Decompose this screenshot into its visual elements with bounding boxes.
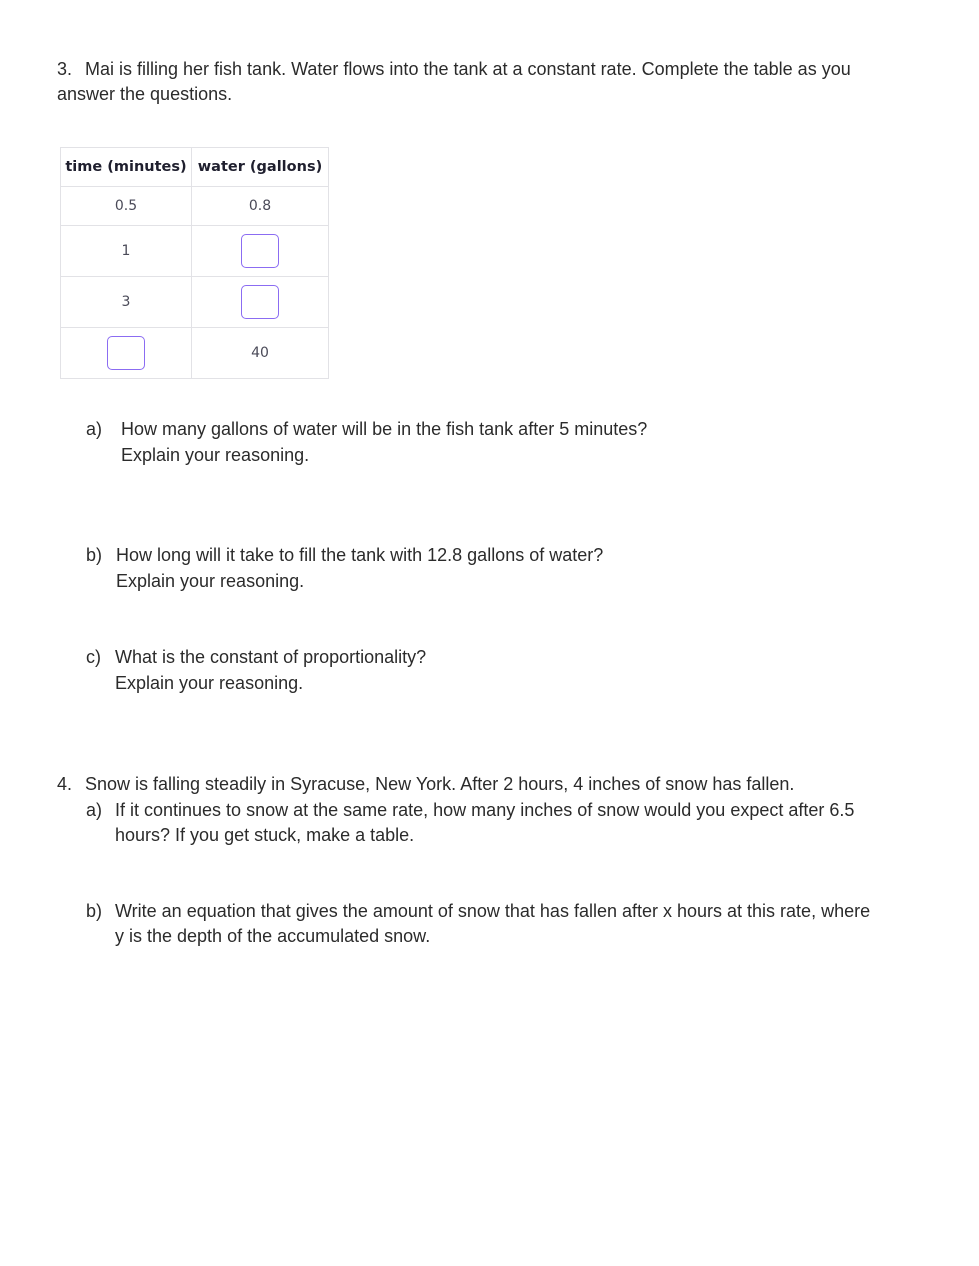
table-cell-time: 1 [61, 226, 192, 277]
answer-input-box[interactable] [107, 336, 145, 370]
question-4b-text: Write an equation that gives the amount of snow that has fallen after x hours at this rate, where [115, 901, 871, 921]
table-row [61, 328, 329, 379]
question-4b-label: b) [86, 901, 103, 921]
table-header-row [61, 148, 329, 187]
table-row [61, 226, 329, 277]
question-4-text: Snow is falling steadily in Syracuse, New York. After 2 hours, 4 inches of snow has fallen. [85, 774, 795, 794]
question-3b-label: b) [86, 545, 103, 565]
question-4a-label: a) [86, 800, 103, 820]
table-header-water: water (gallons) [192, 148, 329, 187]
question-3c-line1 [86, 645, 426, 670]
question-3b-line1 [86, 543, 603, 568]
question-3-line1 [57, 57, 851, 82]
question-3c-label: c) [86, 647, 101, 667]
question-4-line1 [57, 772, 794, 797]
table-cell-time [61, 328, 192, 379]
question-3c-text: What is the constant of proportionality? [115, 647, 427, 667]
table-cell-water: 40 [192, 328, 329, 379]
table-header-time: time (minutes) [61, 148, 192, 187]
table-cell-water [192, 226, 329, 277]
question-3-number: 3. [57, 59, 73, 79]
question-3b-text: How long will it take to fill the tank with 12.8 gallons of water? [116, 545, 604, 565]
answer-input-box[interactable] [241, 285, 279, 319]
table-row [61, 277, 329, 328]
question-4a-line2: hours? If you get stuck, make a table. [115, 825, 415, 845]
question-3a-line2: Explain your reasoning. [121, 445, 310, 465]
question-3-line2: answer the questions. [57, 84, 233, 104]
question-4a-text: If it continues to snow at the same rate, how many inches of snow would you expect after 6.5 [115, 800, 855, 820]
question-3a-label: a) [86, 419, 103, 439]
question-3-text: Mai is filling her fish tank. Water flows into the tank at a constant rate. Complete the table as you [85, 59, 851, 79]
question-3c-line2: Explain your reasoning. [115, 673, 304, 693]
question-4a-line1 [86, 798, 854, 823]
rate-table [60, 147, 329, 379]
table-cell-water: 0.8 [192, 187, 329, 226]
question-3b-line2: Explain your reasoning. [116, 571, 305, 591]
table-cell-water [192, 277, 329, 328]
question-3a-text: How many gallons of water will be in the fish tank after 5 minutes? [121, 419, 648, 439]
table-cell-time: 0.5 [61, 187, 192, 226]
table-cell-time: 3 [61, 277, 192, 328]
question-4b-line2: y is the depth of the accumulated snow. [115, 926, 431, 946]
answer-input-box[interactable] [241, 234, 279, 268]
question-4-number: 4. [57, 774, 73, 794]
question-4b-line1 [86, 899, 870, 924]
table-row [61, 187, 329, 226]
question-3a-line1 [86, 417, 647, 442]
